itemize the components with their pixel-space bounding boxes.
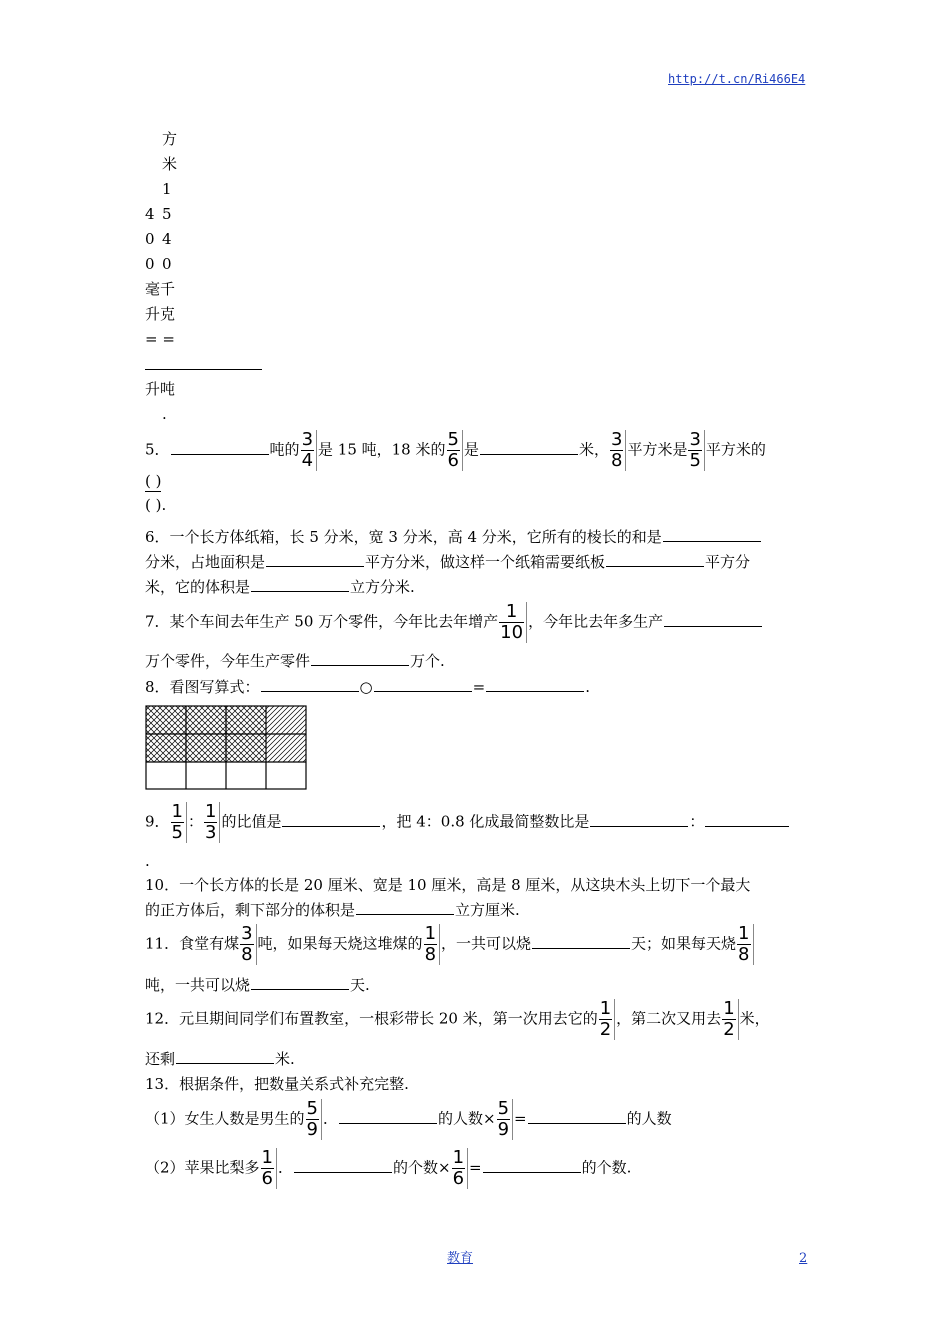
question-text: （1）女生人数是男生的 xyxy=(145,1109,305,1128)
fraction xyxy=(171,802,187,843)
fraction-numerator: 1 xyxy=(205,801,217,822)
question-text: 的个数× xyxy=(393,1158,451,1177)
fraction-denominator: 6 xyxy=(452,1168,465,1189)
question-text: 的正方体后，剩下部分的体积是 xyxy=(145,901,356,919)
question-text: 立方厘米. xyxy=(455,901,520,919)
question-text: 万个零件，今年生产零件 xyxy=(145,652,311,670)
question-text: = xyxy=(472,678,486,696)
fraction xyxy=(688,430,704,471)
fraction-denominator: 5 xyxy=(689,450,701,471)
vertical-text: . xyxy=(162,405,167,423)
fraction-numerator: 1 xyxy=(424,923,437,944)
question-text: 平方分 xyxy=(705,553,751,571)
question-text: 的个数. xyxy=(581,1158,632,1177)
question-7-line-2 xyxy=(145,650,445,672)
vertical-char: 0 xyxy=(145,255,155,273)
answer-blank[interactable] xyxy=(483,1158,581,1173)
question-text: 9． xyxy=(145,812,170,831)
question-text: 是 15 吨，18 米的 xyxy=(318,440,446,459)
vertical-text: 升吨 xyxy=(145,380,176,398)
question-text: 8．看图写算式： xyxy=(145,678,260,696)
fraction-denominator: 8 xyxy=(610,450,623,471)
question-text: . xyxy=(585,678,590,696)
vertical-char: 米 xyxy=(162,155,178,173)
question-7-line-1 xyxy=(145,602,763,643)
answer-blank[interactable] xyxy=(663,527,761,542)
answer-blank[interactable] xyxy=(261,677,359,692)
question-text: 米，它的体积是 xyxy=(145,578,251,596)
answer-blank[interactable] xyxy=(282,812,380,827)
question-text: ，今年比去年多生产 xyxy=(528,612,664,631)
fraction-numerator: 3 xyxy=(241,923,253,944)
question-text: 米， xyxy=(739,1009,770,1028)
question-text: ○ xyxy=(359,678,373,696)
fraction-numerator: 1 xyxy=(499,602,524,623)
fraction-denominator: 8 xyxy=(424,944,437,965)
fraction xyxy=(722,999,738,1040)
answer-blank[interactable] xyxy=(532,934,630,949)
q5-answer-frac-bottom: ( ). xyxy=(145,496,167,514)
question-text: 的人数× xyxy=(438,1109,496,1128)
question-12-line-2 xyxy=(145,1048,295,1070)
fraction-denominator: 8 xyxy=(241,944,253,965)
question-6-line-1 xyxy=(145,526,762,548)
fraction-denominator: 2 xyxy=(599,1019,612,1040)
question-10-line-2 xyxy=(145,899,520,921)
answer-blank[interactable] xyxy=(486,677,584,692)
question-6-line-2 xyxy=(145,551,750,573)
question-5 xyxy=(145,430,766,471)
question-text: 吨的 xyxy=(269,440,300,459)
fraction-denominator: 3 xyxy=(205,822,217,843)
vertical-char: 0 xyxy=(162,255,172,273)
q9-end: . xyxy=(145,852,150,870)
fraction xyxy=(447,430,463,471)
answer-blank[interactable] xyxy=(705,812,789,827)
fraction xyxy=(301,430,317,471)
answer-blank[interactable] xyxy=(176,1049,274,1064)
fraction-denominator: 4 xyxy=(301,450,314,471)
question-text: 的人数 xyxy=(626,1109,672,1128)
question-text: 吨，如果每天烧这堆煤的 xyxy=(257,934,423,953)
question-text: 平方分米，做这样一个纸箱需要纸板 xyxy=(365,553,606,571)
question-text: 米. xyxy=(275,1050,295,1068)
question-text: 米， xyxy=(578,440,609,459)
question-text: 是 xyxy=(463,440,479,459)
question-text: 还剩 xyxy=(145,1050,176,1068)
vertical-char: 0 xyxy=(145,230,155,248)
vertical-text: 升克 xyxy=(145,305,176,323)
question-text: ： xyxy=(689,812,705,831)
fraction-denominator: 5 xyxy=(171,822,183,843)
question-11-line-1 xyxy=(145,924,755,965)
fraction xyxy=(204,802,220,843)
fraction-denominator: 9 xyxy=(306,1119,318,1140)
question-text: 5． xyxy=(145,440,170,459)
fraction-numerator: 5 xyxy=(306,1098,318,1119)
vertical-char: 4 xyxy=(162,230,172,248)
fraction-denominator: 9 xyxy=(497,1119,510,1140)
vertical-char: 4 xyxy=(145,205,155,223)
fraction-numerator: 1 xyxy=(723,998,735,1019)
fraction-grid-figure xyxy=(145,705,307,790)
question-text: 7．某个车间去年生产 50 万个零件，今年比去年增产 xyxy=(145,612,499,631)
fraction xyxy=(610,430,626,471)
fraction xyxy=(261,1148,277,1189)
vertical-blank xyxy=(145,369,262,370)
vertical-char: 5 xyxy=(162,205,172,223)
answer-blank[interactable] xyxy=(251,577,349,592)
answer-blank[interactable] xyxy=(294,1158,392,1173)
question-text: 天. xyxy=(350,976,370,994)
fraction xyxy=(499,602,527,643)
answer-blank[interactable] xyxy=(590,812,688,827)
q5-answer-frac-top: ( ) xyxy=(145,472,162,490)
header-url[interactable]: http://t.cn/Ri466E4 xyxy=(668,72,806,86)
answer-blank[interactable] xyxy=(374,677,472,692)
question-text: ，一共可以烧 xyxy=(441,934,532,953)
question-text: = xyxy=(514,1109,527,1128)
fraction-denominator: 10 xyxy=(500,622,524,643)
question-text: 10．一个长方体的长是 20 厘米、宽是 10 厘米，高是 8 厘米，从这块木头上切下一个最大 xyxy=(145,876,751,894)
answer-blank[interactable] xyxy=(311,651,409,666)
answer-blank[interactable] xyxy=(664,612,762,627)
question-text: 吨，一共可以烧 xyxy=(145,976,251,994)
question-text: 万个. xyxy=(410,652,445,670)
fraction-numerator: 1 xyxy=(738,923,750,944)
answer-blank[interactable] xyxy=(266,552,364,567)
fraction xyxy=(424,924,440,965)
fraction-numerator: 3 xyxy=(689,429,701,450)
question-12-line-1 xyxy=(145,999,770,1040)
fraction-numerator: 1 xyxy=(261,1147,273,1168)
question-text: ，把 4：0.8 化成最简整数比是 xyxy=(381,812,590,831)
question-8 xyxy=(145,676,590,698)
question-text: 的比值是 xyxy=(221,812,282,831)
fraction xyxy=(599,999,615,1040)
fraction-numerator: 5 xyxy=(497,1098,510,1119)
question-9 xyxy=(145,802,790,843)
question-text: 立方分米. xyxy=(350,578,415,596)
fraction-numerator: 3 xyxy=(301,429,314,450)
fraction xyxy=(737,924,753,965)
fraction xyxy=(497,1099,513,1140)
question-text: 6．一个长方体纸箱，长 5 分米，宽 3 分米，高 4 分米，它所有的棱长的和是 xyxy=(145,528,662,546)
question-13-part-1 xyxy=(145,1099,672,1140)
vertical-text: = = xyxy=(145,330,175,348)
fraction xyxy=(306,1099,322,1140)
question-text: 13．根据条件，把数量关系式补充完整. xyxy=(145,1075,409,1093)
vertical-text: 毫千 xyxy=(145,280,176,298)
question-text: ． xyxy=(278,1158,294,1177)
question-10-line-1 xyxy=(145,874,750,896)
question-13-title xyxy=(145,1073,409,1095)
question-text: 分米，占地面积是 xyxy=(145,553,266,571)
fraction-denominator: 6 xyxy=(447,450,459,471)
fraction-numerator: 1 xyxy=(452,1147,465,1168)
question-6-line-3 xyxy=(145,576,415,598)
answer-blank[interactable] xyxy=(528,1109,626,1124)
question-text: 平方米是 xyxy=(627,440,688,459)
question-text: 12．元旦期间同学们布置教室，一根彩带长 20 米，第一次用去它的 xyxy=(145,1009,598,1028)
question-text: 11．食堂有煤 xyxy=(145,934,240,953)
answer-blank[interactable] xyxy=(339,1109,437,1124)
question-text: ，第二次又用去 xyxy=(616,1009,722,1028)
fraction xyxy=(452,1148,468,1189)
fraction-numerator: 5 xyxy=(447,429,459,450)
fraction xyxy=(240,924,256,965)
question-text: 天；如果每天烧 xyxy=(631,934,737,953)
answer-blank[interactable] xyxy=(356,900,454,915)
vertical-char: 1 xyxy=(162,180,172,198)
question-text: ． xyxy=(323,1109,339,1128)
question-13-part-2 xyxy=(145,1148,631,1189)
fraction-denominator: 6 xyxy=(261,1168,273,1189)
answer-blank[interactable] xyxy=(480,440,578,455)
fraction-denominator: 8 xyxy=(738,944,750,965)
question-text: 平方米的 xyxy=(705,440,766,459)
question-text: = xyxy=(469,1158,482,1177)
answer-blank[interactable] xyxy=(171,440,269,455)
question-text: ： xyxy=(188,812,204,831)
question-11-line-2 xyxy=(145,974,370,996)
answer-blank[interactable] xyxy=(251,975,349,990)
fraction-denominator: 2 xyxy=(723,1019,735,1040)
question-text: （2）苹果比梨多 xyxy=(145,1158,260,1177)
answer-blank[interactable] xyxy=(606,552,704,567)
vertical-char: 方 xyxy=(162,130,178,148)
footer-center-link[interactable]: 教育 xyxy=(447,1251,474,1266)
fraction-numerator: 3 xyxy=(610,429,623,450)
page-number[interactable]: 2 xyxy=(799,1251,808,1266)
fraction-numerator: 1 xyxy=(171,801,183,822)
fraction-numerator: 1 xyxy=(599,998,612,1019)
